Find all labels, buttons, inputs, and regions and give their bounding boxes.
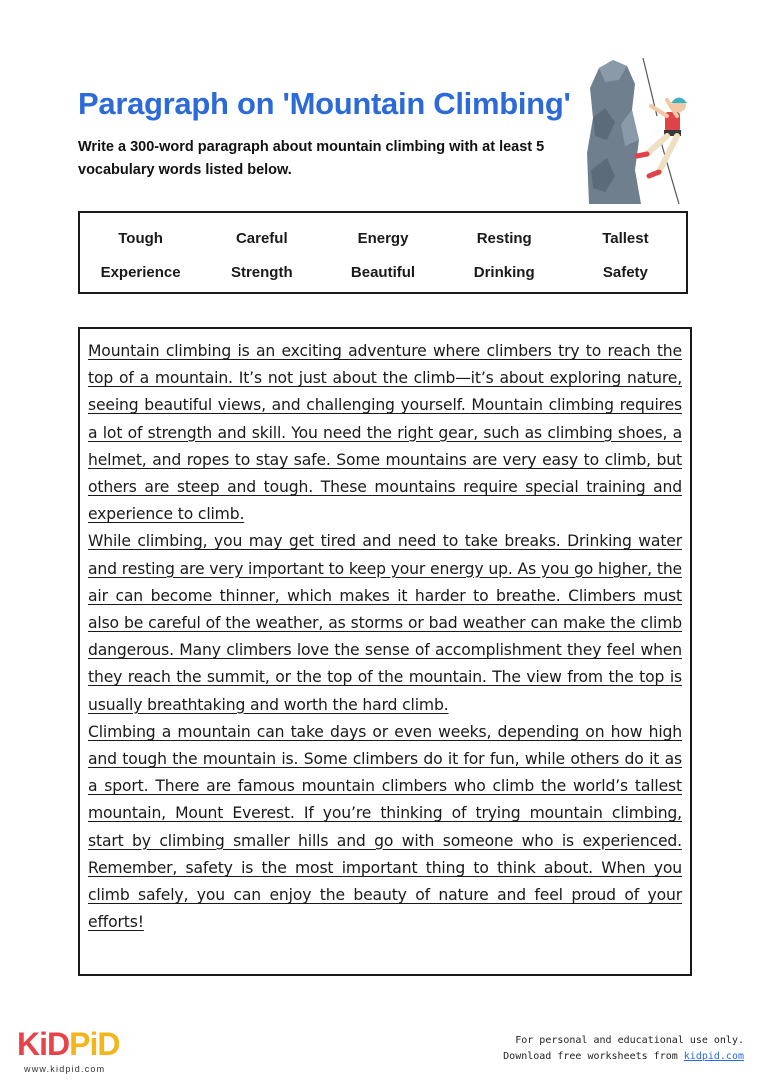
paragraph-box: [78, 327, 692, 976]
logo-url: www.kidpid.com: [24, 1064, 106, 1074]
page-title: Paragraph on 'Mountain Climbing': [78, 86, 571, 121]
vocab-word: Careful: [235, 230, 288, 247]
vocab-word: Tough: [118, 230, 163, 247]
vocab-word: Tallest: [602, 230, 649, 247]
vocab-word: Resting: [476, 230, 532, 247]
vocab-word: Experience: [100, 264, 181, 281]
kidpid-logo[interactable]: [17, 1028, 119, 1060]
footer-note: [503, 1033, 744, 1065]
paragraph-3: Climbing a mountain can take days or even weeks, depending on how high and tough the mountain is. Some climbers do it for fun, while others do it as a sport. There are famous mountain climbers who climb the world’s tallest mountain, Mount Everest. If you’re thinking of trying mountain climbing, start by climbing smaller hills and go with someone who is experienced. Remember, safety is the most important thing to think about. When you climb safely, you can enjoy the beauty of nature and feel proud of your efforts!: [88, 722, 682, 932]
vocab-word: Strength: [230, 264, 293, 281]
vocab-word: Beautiful: [350, 264, 416, 281]
download-line: [503, 1049, 744, 1065]
vocab-word: Energy: [357, 230, 409, 247]
logo-part-pid: PiD: [69, 1026, 120, 1062]
vocab-word: Safety: [602, 264, 648, 281]
paragraph-1: Mountain climbing is an exciting adventure where climbers try to reach the top of a mountain. It’s not just about the climb—it’s about exploring nature, seeing beautiful views, and challenging yourself. Mountain climbing requires a lot of strength and skill. You need the right gear, such as climbing shoes, a helmet, and ropes to stay safe. Some mountains are very easy to climb, but others are steep and tough. These mountains require special training and experience to climb.: [88, 342, 682, 524]
download-link[interactable]: kidpid.com: [683, 1051, 744, 1062]
usage-note: For personal and educational use only.: [515, 1035, 744, 1046]
logo-part-kid: KiD: [17, 1026, 70, 1062]
vocabulary-box: [78, 211, 688, 294]
vocab-word: Drinking: [473, 264, 535, 281]
paragraph-2: While climbing, you may get tired and need to take breaks. Drinking water and resting are very important to keep your energy up. As you go higher, the air can become thinner, which makes it harder to breathe. Climbers must also be careful of the weather, as storms or bad weather can make the climb dangerous. Many climbers love the sense of accomplishment they feel when they reach the summit, or the top of the mountain. The view from the top is usually breathtaking and worth the hard climb.: [88, 532, 682, 714]
download-text: Download free worksheets from: [503, 1051, 684, 1062]
instructions: Write a 300-word paragraph about mountain climbing with at least 5 vocabulary words listed below.: [78, 139, 545, 178]
vocabulary-grid: [80, 213, 686, 283]
rock-climber-icon: [585, 58, 697, 204]
